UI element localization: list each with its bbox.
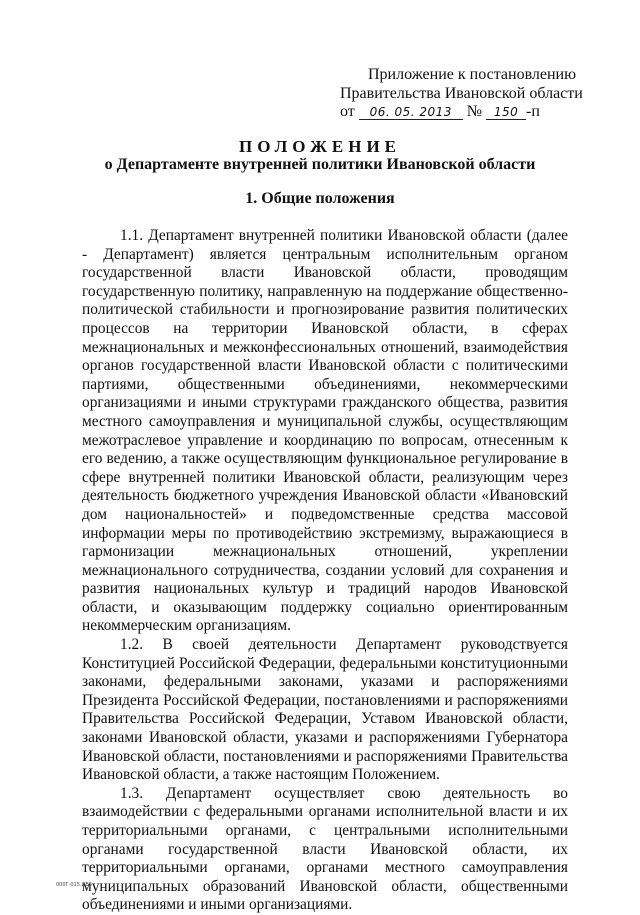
- number-suffix: -п: [526, 103, 540, 120]
- approval-stamp-block: [340, 66, 583, 122]
- number-label: №: [466, 103, 483, 120]
- handwritten-date: 06. 05. 2013: [369, 105, 452, 119]
- paragraph-1-1: 1.1. Департамент внутренней политики Ивановской области (далее - Департамент) является центральным исполнительным органом государственной власти Ивановской области, проводящим государственную политику, направленную на поддержание общественно-политической стабильности и прогнозирование развития политических процессов на территории Ивановской области, в сферах межнациональных и межконфессиональных отношений, взаимодействия органов государственной власти Ивановской области с политическими партиями, общественными объединениями, некоммерческими организациями и иными структурами гражданского общества, развития местного самоуправления и муниципальной службы, осуществляющим межотраслевое управление и координацию по вопросам, отнесенным к его ведению, а также осуществляющим функциональное регулирование в сфере внутренней политики Ивановской области, реализующим через деятельность бюджетного учреждения Ивановской области «Ивановский дом национальностей» и подведомственные средства массовой информации меры по противодействию экстремизму, выражающиеся в гармонизации межнациональных отношений, укреплении межнационального сотрудничества, создании условий для сохранения и развития национальных культур и традиций народов Ивановской области, и оказывающим поддержку социально ориентированным некоммерческим организациям.: [82, 227, 568, 635]
- approval-date-number-line: [340, 103, 580, 122]
- footer-document-code: 000Г-015.ДВ5: [56, 882, 93, 888]
- paragraph-1-2: 1.2. В своей деятельности Департамент руководствуется Конституцией Российской Федерации, федеральными конституционными законами, федеральными законами, указами и распоряжениями Президента Российской Федерации, постановлениями и распоряжениями Правительства Российской Федерации, Уставом Ивановской области, законами Ивановской области, указами и распоряжениями Губернатора Ивановской области, постановлениями и распоряжениями Правительства Ивановской области, а также настоящим Положением.: [82, 636, 568, 784]
- approval-line-1: Приложение к постановлению: [368, 66, 577, 83]
- date-field: [359, 105, 463, 120]
- document-subtitle: о Департаменте внутренней политики Ивановской области: [104, 156, 536, 173]
- handwritten-number: 150: [493, 105, 519, 119]
- section-heading: 1. Общие положения: [245, 190, 395, 207]
- approval-line-2: Правительства Ивановской области: [340, 84, 583, 102]
- document-body: [82, 227, 568, 915]
- paragraph-1-3: 1.3. Департамент осуществляет свою деятельность во взаимодействии с федеральными органами исполнительной власти и их территориальными органами, с центральными исполнительными органами государственной власти Ивановской области, их территориальными органами, органами местного самоуправления муниципальных образований Ивановской области, общественными объединениями и иными организациями.: [82, 784, 568, 914]
- document-title: ПОЛОЖЕНИЕ: [239, 137, 401, 156]
- number-field: [486, 105, 526, 120]
- from-label: от: [340, 103, 355, 120]
